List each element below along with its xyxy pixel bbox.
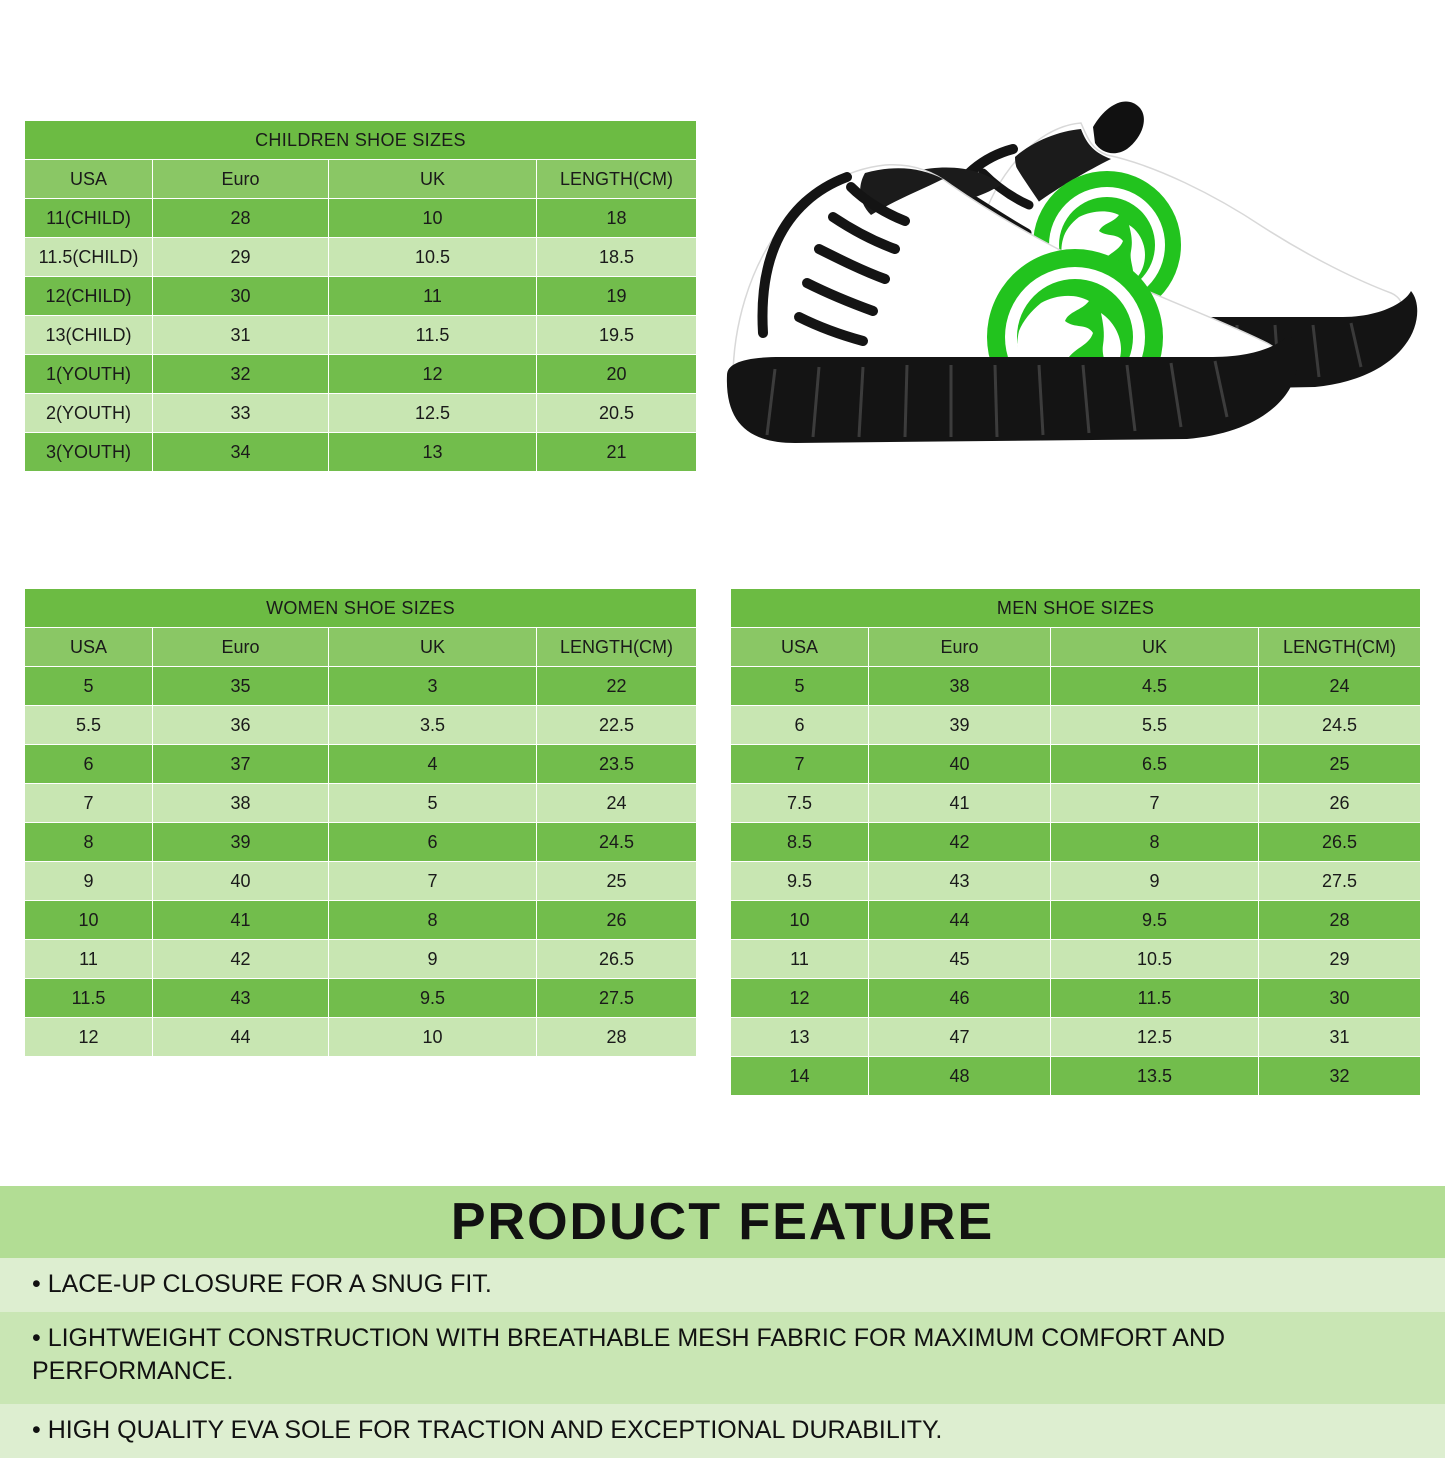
women-table-title: WOMEN SHOE SIZES	[25, 589, 697, 628]
cell-usa: 12(CHILD)	[25, 277, 153, 316]
cell-uk: 6.5	[1051, 745, 1259, 784]
column-header-euro: Euro	[153, 628, 329, 667]
cell-length: 21	[537, 433, 697, 472]
column-header-uk: UK	[1051, 628, 1259, 667]
cell-uk: 5.5	[1051, 706, 1259, 745]
cell-usa: 11.5	[25, 979, 153, 1018]
column-header-length: LENGTH(CM)	[537, 628, 697, 667]
cell-euro: 36	[153, 706, 329, 745]
cell-length: 24.5	[537, 823, 697, 862]
cell-euro: 42	[869, 823, 1051, 862]
table-row	[25, 199, 697, 238]
cell-usa: 12	[731, 979, 869, 1018]
cell-length: 24.5	[1259, 706, 1421, 745]
cell-length: 25	[1259, 745, 1421, 784]
cell-usa: 14	[731, 1057, 869, 1096]
cell-usa: 7.5	[731, 784, 869, 823]
table-title-row	[731, 589, 1421, 628]
cell-euro: 29	[153, 238, 329, 277]
cell-euro: 38	[869, 667, 1051, 706]
cell-uk: 13.5	[1051, 1057, 1259, 1096]
cell-uk: 10	[329, 1018, 537, 1057]
cell-length: 20	[537, 355, 697, 394]
cell-length: 27.5	[537, 979, 697, 1018]
cell-uk: 9.5	[329, 979, 537, 1018]
feature-item-2: • LIGHTWEIGHT CONSTRUCTION WITH BREATHABLE MESH FABRIC FOR MAXIMUM COMFORT AND PERFORMANCE.	[0, 1312, 1445, 1404]
cell-usa: 2(YOUTH)	[25, 394, 153, 433]
cell-euro: 47	[869, 1018, 1051, 1057]
feature-item-1: • LACE-UP CLOSURE FOR A SNUG FIT.	[0, 1258, 1445, 1312]
cell-euro: 42	[153, 940, 329, 979]
table-row	[731, 667, 1421, 706]
table-row	[731, 706, 1421, 745]
table-header-row	[25, 628, 697, 667]
table-row	[25, 355, 697, 394]
cell-uk: 11.5	[1051, 979, 1259, 1018]
cell-usa: 11	[731, 940, 869, 979]
cell-length: 19	[537, 277, 697, 316]
cell-usa: 5	[25, 667, 153, 706]
table-row	[731, 1057, 1421, 1096]
table-row	[25, 862, 697, 901]
men-size-table	[730, 588, 1421, 1096]
column-header-usa: USA	[731, 628, 869, 667]
cell-length: 24	[1259, 667, 1421, 706]
cell-usa: 11(CHILD)	[25, 199, 153, 238]
cell-length: 22	[537, 667, 697, 706]
cell-length: 32	[1259, 1057, 1421, 1096]
cell-usa: 11.5(CHILD)	[25, 238, 153, 277]
cell-euro: 43	[153, 979, 329, 1018]
children-table-title: CHILDREN SHOE SIZES	[25, 121, 697, 160]
table-row	[731, 901, 1421, 940]
column-header-uk: UK	[329, 628, 537, 667]
cell-length: 28	[1259, 901, 1421, 940]
cell-length: 20.5	[537, 394, 697, 433]
cell-usa: 7	[25, 784, 153, 823]
cell-length: 29	[1259, 940, 1421, 979]
cell-uk: 12	[329, 355, 537, 394]
cell-euro: 32	[153, 355, 329, 394]
cell-length: 26.5	[537, 940, 697, 979]
cell-euro: 39	[153, 823, 329, 862]
product-feature-section	[0, 1186, 1445, 1445]
cell-uk: 10	[329, 199, 537, 238]
women-size-table	[24, 588, 697, 1057]
cell-euro: 37	[153, 745, 329, 784]
cell-euro: 34	[153, 433, 329, 472]
cell-uk: 6	[329, 823, 537, 862]
cell-uk: 9.5	[1051, 901, 1259, 940]
cell-usa: 13(CHILD)	[25, 316, 153, 355]
cell-uk: 5	[329, 784, 537, 823]
table-row	[731, 940, 1421, 979]
table-title-row	[25, 589, 697, 628]
cell-uk: 9	[329, 940, 537, 979]
column-header-length: LENGTH(CM)	[1259, 628, 1421, 667]
cell-uk: 3	[329, 667, 537, 706]
table-row	[25, 394, 697, 433]
cell-uk: 3.5	[329, 706, 537, 745]
cell-length: 18	[537, 199, 697, 238]
cell-uk: 4.5	[1051, 667, 1259, 706]
cell-uk: 7	[329, 862, 537, 901]
cell-uk: 11	[329, 277, 537, 316]
table-row	[731, 979, 1421, 1018]
cell-length: 26	[1259, 784, 1421, 823]
cell-usa: 6	[731, 706, 869, 745]
cell-euro: 35	[153, 667, 329, 706]
table-row	[731, 862, 1421, 901]
cell-euro: 30	[153, 277, 329, 316]
cell-euro: 40	[153, 862, 329, 901]
cell-length: 22.5	[537, 706, 697, 745]
cell-length: 25	[537, 862, 697, 901]
cell-length: 26	[537, 901, 697, 940]
table-row	[25, 979, 697, 1018]
cell-uk: 12.5	[329, 394, 537, 433]
table-row	[25, 706, 697, 745]
cell-length: 23.5	[537, 745, 697, 784]
cell-usa: 5.5	[25, 706, 153, 745]
cell-length: 28	[537, 1018, 697, 1057]
cell-uk: 10.5	[1051, 940, 1259, 979]
cell-uk: 4	[329, 745, 537, 784]
cell-usa: 3(YOUTH)	[25, 433, 153, 472]
cell-usa: 11	[25, 940, 153, 979]
cell-usa: 9	[25, 862, 153, 901]
cell-euro: 43	[869, 862, 1051, 901]
cell-usa: 13	[731, 1018, 869, 1057]
sneaker-pair-illustration	[715, 45, 1425, 515]
cell-usa: 8	[25, 823, 153, 862]
cell-uk: 10.5	[329, 238, 537, 277]
cell-usa: 10	[25, 901, 153, 940]
cell-euro: 39	[869, 706, 1051, 745]
cell-euro: 44	[869, 901, 1051, 940]
cell-euro: 45	[869, 940, 1051, 979]
cell-euro: 38	[153, 784, 329, 823]
cell-uk: 13	[329, 433, 537, 472]
table-row	[25, 823, 697, 862]
cell-usa: 8.5	[731, 823, 869, 862]
column-header-usa: USA	[25, 628, 153, 667]
table-row	[25, 667, 697, 706]
cell-euro: 31	[153, 316, 329, 355]
product-feature-title: PRODUCT FEATURE	[450, 1193, 995, 1251]
table-row	[25, 901, 697, 940]
cell-length: 31	[1259, 1018, 1421, 1057]
cell-uk: 8	[1051, 823, 1259, 862]
cell-length: 30	[1259, 979, 1421, 1018]
table-header-row	[25, 160, 697, 199]
column-header-euro: Euro	[153, 160, 329, 199]
table-row	[731, 784, 1421, 823]
cell-usa: 1(YOUTH)	[25, 355, 153, 394]
cell-usa: 6	[25, 745, 153, 784]
cell-length: 18.5	[537, 238, 697, 277]
product-feature-title-band	[0, 1186, 1445, 1258]
cell-length: 24	[537, 784, 697, 823]
children-size-table	[24, 120, 697, 472]
table-row	[731, 823, 1421, 862]
cell-usa: 10	[731, 901, 869, 940]
table-title-row	[25, 121, 697, 160]
cell-usa: 9.5	[731, 862, 869, 901]
cell-euro: 28	[153, 199, 329, 238]
column-header-uk: UK	[329, 160, 537, 199]
cell-usa: 5	[731, 667, 869, 706]
column-header-euro: Euro	[869, 628, 1051, 667]
column-header-length: LENGTH(CM)	[537, 160, 697, 199]
cell-euro: 41	[869, 784, 1051, 823]
cell-euro: 40	[869, 745, 1051, 784]
cell-euro: 33	[153, 394, 329, 433]
table-row	[731, 1018, 1421, 1057]
cell-uk: 8	[329, 901, 537, 940]
table-row	[25, 316, 697, 355]
table-row	[25, 784, 697, 823]
table-row	[25, 1018, 697, 1057]
table-row	[25, 433, 697, 472]
cell-usa: 7	[731, 745, 869, 784]
cell-uk: 12.5	[1051, 1018, 1259, 1057]
cell-uk: 9	[1051, 862, 1259, 901]
cell-euro: 48	[869, 1057, 1051, 1096]
cell-euro: 44	[153, 1018, 329, 1057]
table-row	[731, 745, 1421, 784]
table-row	[25, 940, 697, 979]
product-image	[715, 45, 1425, 515]
table-row	[25, 277, 697, 316]
men-table-title: MEN SHOE SIZES	[731, 589, 1421, 628]
cell-usa: 12	[25, 1018, 153, 1057]
table-row	[25, 745, 697, 784]
cell-length: 26.5	[1259, 823, 1421, 862]
table-header-row	[731, 628, 1421, 667]
cell-euro: 41	[153, 901, 329, 940]
table-row	[25, 238, 697, 277]
feature-item-3: • HIGH QUALITY EVA SOLE FOR TRACTION AND EXCEPTIONAL DURABILITY.	[0, 1404, 1445, 1458]
cell-uk: 11.5	[329, 316, 537, 355]
cell-length: 19.5	[537, 316, 697, 355]
cell-length: 27.5	[1259, 862, 1421, 901]
column-header-usa: USA	[25, 160, 153, 199]
cell-euro: 46	[869, 979, 1051, 1018]
cell-uk: 7	[1051, 784, 1259, 823]
